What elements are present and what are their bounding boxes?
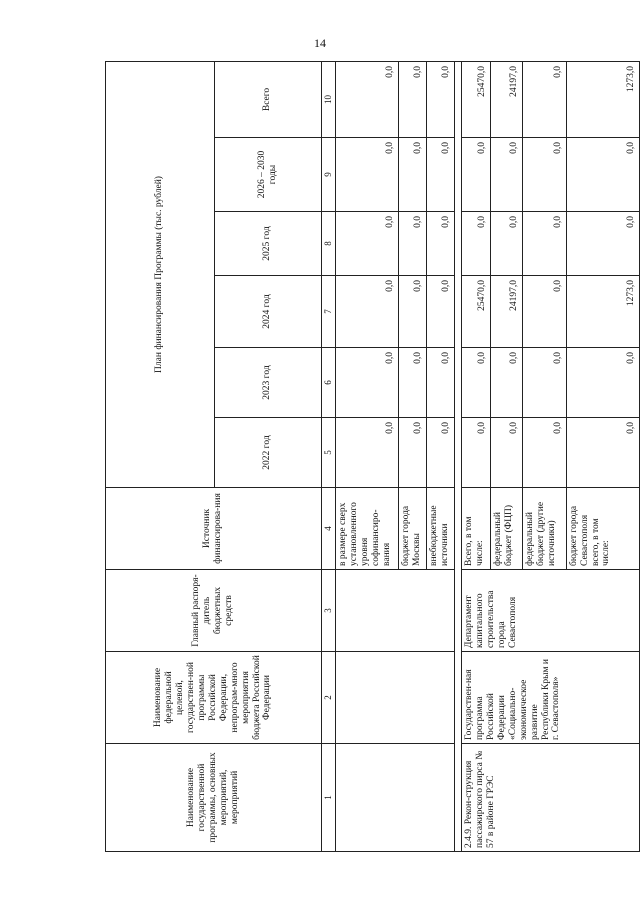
cell-source: Всего, в том числе:: [462, 488, 491, 570]
cell-value: 0,0: [398, 138, 426, 212]
cell-program: Государствен-ная программа Российской Федерации «Социально-экономическое развитие Республики Крым и г. Севастополя»: [462, 652, 640, 744]
cell-value: 0,0: [426, 348, 454, 418]
header-year: 2022 год: [214, 418, 321, 488]
cell-value: 0,0: [522, 276, 566, 348]
cell-value: 0,0: [336, 348, 398, 418]
header-year: 2025 год: [214, 212, 321, 276]
table-separator: [454, 61, 461, 851]
col-number: 3: [321, 570, 336, 652]
cell-value: 0,0: [426, 418, 454, 488]
rotated-table-container: [105, 62, 640, 852]
separator-cell: [454, 61, 461, 851]
header-plan: План финансирования Программы (тыс. рублей): [106, 61, 215, 487]
cell-value: 0,0: [426, 212, 454, 276]
cell-value: 0,0: [522, 61, 566, 137]
cell-value: 0,0: [566, 418, 639, 488]
cell-value: 0,0: [491, 138, 522, 212]
cell-value: 0,0: [522, 138, 566, 212]
rotated-table: [105, 62, 640, 852]
cell-source: в размере сверх установленного уровня софинансиро-вания: [336, 488, 398, 570]
cell-value: 24197,0: [491, 61, 522, 137]
cell-value: 24197,0: [491, 276, 522, 348]
cell-value: 0,0: [398, 276, 426, 348]
col-number: 7: [321, 276, 336, 348]
cell-value: 1273,0: [566, 61, 639, 137]
cell-value: 0,0: [522, 348, 566, 418]
cell-value: 0,0: [336, 138, 398, 212]
cell-value: 0,0: [398, 418, 426, 488]
col-number: 5: [321, 418, 336, 488]
cell-value: 0,0: [336, 276, 398, 348]
cell-value: 0,0: [462, 138, 491, 212]
cell-manager: Департамент капитального строительства города Севастополя: [462, 570, 640, 652]
col-number: 10: [321, 61, 336, 137]
cell-value: 0,0: [462, 212, 491, 276]
cell-value: 0,0: [398, 348, 426, 418]
cell-value: 0,0: [522, 212, 566, 276]
cell-value: 0,0: [491, 348, 522, 418]
header-col2: Наименование федеральной целевой, государствен-ной программы Российской Федерации, непрограм-много мероприятия бюджета Российской Федерации: [106, 652, 322, 744]
cell-value: 0,0: [462, 418, 491, 488]
page-number: 14: [314, 36, 326, 50]
cell-manager: [336, 570, 455, 652]
col-number: 8: [321, 212, 336, 276]
cell-value: 0,0: [398, 212, 426, 276]
financing-table: [105, 61, 640, 852]
col-number: 2: [321, 652, 336, 744]
header-col1: Наименование государственной программы, основных мероприятий, мероприятий: [106, 744, 322, 852]
cell-value: 0,0: [426, 61, 454, 137]
cell-value: 0,0: [336, 418, 398, 488]
cell-value: 0,0: [566, 212, 639, 276]
cell-value: 0,0: [566, 348, 639, 418]
cell-source: федеральный бюджет (другие источники): [522, 488, 566, 570]
header-total: Всего: [214, 61, 321, 137]
table-row: [462, 61, 491, 851]
cell-program: [336, 652, 455, 744]
cell-source: внебюджетные источники: [426, 488, 454, 570]
cell-source: федеральный бюджет (ФЦП): [491, 488, 522, 570]
table-row: [336, 61, 398, 851]
cell-name: [336, 744, 455, 852]
cell-value: 1273,0: [566, 276, 639, 348]
col-number: 1: [321, 744, 336, 852]
cell-source: бюджет города Севастополя всего, в том числе:: [566, 488, 639, 570]
cell-value: 0,0: [566, 138, 639, 212]
col-number: 9: [321, 138, 336, 212]
cell-value: 0,0: [426, 276, 454, 348]
header-year: 2023 год: [214, 348, 321, 418]
cell-value: 25470,0: [462, 276, 491, 348]
col-number: 6: [321, 348, 336, 418]
cell-value: 0,0: [491, 212, 522, 276]
cell-value: 0,0: [336, 61, 398, 137]
cell-source: бюджет города Москвы: [398, 488, 426, 570]
header-year: 2024 год: [214, 276, 321, 348]
cell-name: 2.4.9. Рекон-струкция пассажирского пирса № 57 в районе ГРЭС: [462, 744, 640, 852]
cell-value: 0,0: [522, 418, 566, 488]
col-number: 4: [321, 488, 336, 570]
header-year: 2026 – 2030 годы: [214, 138, 321, 212]
cell-value: 0,0: [462, 348, 491, 418]
header-col3: Главный распоря-дитель бюджетных средств: [106, 570, 322, 652]
header-col4: Источник финансирова-ния: [106, 488, 322, 570]
cell-value: 0,0: [398, 61, 426, 137]
cell-value: 0,0: [336, 212, 398, 276]
cell-value: 0,0: [491, 418, 522, 488]
cell-value: 25470,0: [462, 61, 491, 137]
cell-value: 0,0: [426, 138, 454, 212]
